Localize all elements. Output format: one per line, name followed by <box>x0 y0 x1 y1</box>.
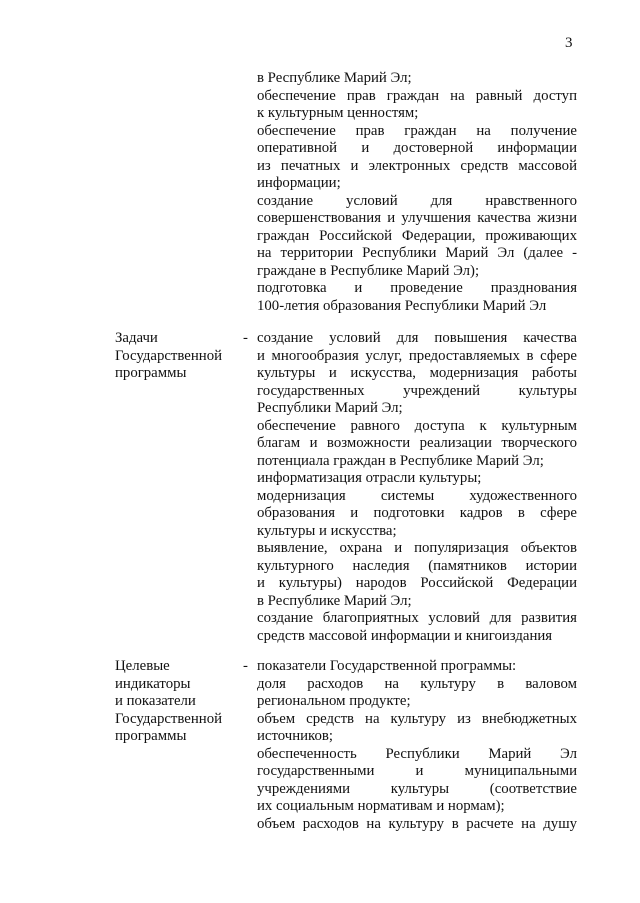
label-line: Государственной <box>115 710 223 727</box>
label-line: Задачи <box>115 330 158 346</box>
label-line: Целевые <box>115 658 170 674</box>
text-line: источников; <box>257 728 333 744</box>
text-line: в Республике Марий Эл; <box>257 592 412 609</box>
text-line: оперативной и достоверной информации <box>257 140 577 156</box>
text-line: информатизация отрасли культуры; <box>257 470 482 486</box>
text-line: и культуры) народов Российской Федерации <box>257 575 577 591</box>
label-line: программы <box>115 365 187 381</box>
page-number: 3 <box>565 35 573 51</box>
tasks-text <box>257 330 577 645</box>
text-line: государственными и муниципальными <box>257 763 577 779</box>
text-line: совершенствования и улучшения качества жизни <box>257 210 577 226</box>
text-line: Республики Марий Эл; <box>257 400 403 416</box>
text-line: граждан Российской Федерации, проживающих <box>257 227 577 244</box>
label-line: программы <box>115 728 187 744</box>
text-line: создание условий для нравственного <box>257 192 577 209</box>
text-line: их социальным нормативам и нормам); <box>257 798 505 814</box>
section-label-tasks <box>115 330 240 383</box>
text-line: обеспечение прав граждан на получение <box>257 122 577 139</box>
section-label-indicators <box>115 658 240 746</box>
text-line: создание благоприятных условий для развития <box>257 610 577 626</box>
text-line: модернизация системы художественного <box>257 487 577 504</box>
text-line: обеспеченность Республики Марий Эл <box>257 745 577 762</box>
dash-separator: - <box>243 658 248 674</box>
text-line: учреждениями культуры (соответствие <box>257 780 577 797</box>
text-line: государственных учреждений культуры <box>257 382 577 399</box>
label-line: индикаторы <box>115 675 191 692</box>
text-line: обеспечение прав граждан на равный доступ <box>257 87 577 104</box>
text-line: потенциала граждан в Республике Марий Эл; <box>257 452 544 469</box>
text-line: образования и подготовки кадров в сфере <box>257 505 577 521</box>
text-line: к культурным ценностям; <box>257 105 419 121</box>
text-line: благам и возможности реализации творческого <box>257 435 577 451</box>
text-line: подготовка и проведение празднования <box>257 280 577 296</box>
label-line: Государственной <box>115 347 223 364</box>
text-line: показатели Государственной программы: <box>257 658 517 674</box>
text-line: культуры и искусства; <box>257 522 397 539</box>
text-line: культурного наследия (памятников истории <box>257 557 577 574</box>
text-line: обеспечение равного доступа к культурным <box>257 417 577 434</box>
text-line: выявление, охрана и популяризация объектов <box>257 540 577 556</box>
text-line: и многообразия услуг, предоставляемых в сфере <box>257 347 577 364</box>
text-line: информации; <box>257 175 341 191</box>
text-line: создание условий для повышения качества <box>257 330 577 346</box>
text-line: из печатных и электронных средств массовой <box>257 157 577 174</box>
text-line: 100-летия образования Республики Марий Эл <box>257 297 547 314</box>
continuation-text <box>257 70 577 315</box>
dash-separator: - <box>243 330 248 346</box>
text-line: средств массовой информации и книгоиздания <box>257 627 553 644</box>
text-line: региональном продукте; <box>257 693 411 709</box>
label-line: и показатели <box>115 693 196 709</box>
text-line: граждане в Республике Марий Эл); <box>257 262 480 279</box>
text-line: на территории Республики Марий Эл (далее - <box>257 245 577 261</box>
text-line: объем средств на культуру из внебюджетных <box>257 710 577 727</box>
text-line: объем расходов на культуру в расчете на душу <box>257 815 577 832</box>
text-line: в Республике Марий Эл; <box>257 70 412 86</box>
text-line: культуры и искусства, модернизация работы <box>257 365 577 381</box>
text-line: доля расходов на культуру в валовом <box>257 675 577 692</box>
indicators-text <box>257 658 577 833</box>
